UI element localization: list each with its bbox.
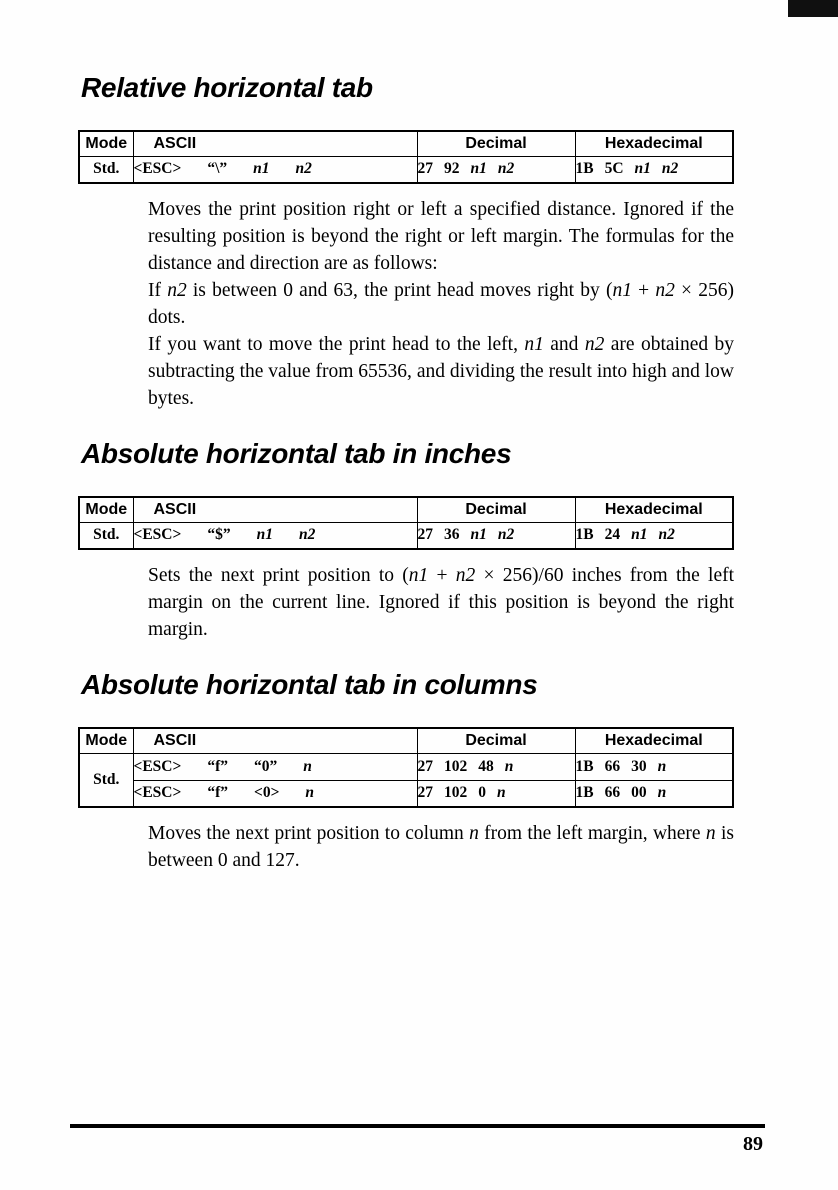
- corner-tab-mark: [788, 0, 838, 17]
- text-run: <ESC>: [133, 757, 182, 775]
- variable: n2: [584, 334, 605, 355]
- table-header-row: [79, 131, 733, 156]
- section-relative-horizontal-tab: [78, 72, 734, 412]
- section-body: [148, 562, 734, 643]
- variable: n1: [524, 334, 544, 355]
- body-paragraph: [148, 277, 734, 331]
- header-decimal: Decimal: [417, 131, 575, 156]
- variable: n1: [634, 160, 651, 178]
- text-run: are obtained by subtracting the value from 65536, and dividing the result into high and low bytes.: [148, 334, 734, 409]
- page-footer: [70, 1124, 765, 1156]
- header-mode: Mode: [79, 131, 133, 156]
- text-run: “$”: [207, 526, 231, 544]
- ascii-cell: [133, 780, 417, 807]
- text-run: Moves the next print position to column: [148, 823, 470, 844]
- body-paragraph: [148, 196, 734, 277]
- text-run: “0”: [254, 757, 278, 775]
- section-title: Absolute horizontal tab in columns: [81, 669, 538, 700]
- table-header-row: [79, 728, 733, 753]
- variable: n1: [631, 526, 648, 544]
- text-run: 92: [444, 160, 460, 178]
- section-title: Relative horizontal tab: [81, 72, 373, 103]
- variable: n: [657, 784, 667, 802]
- variable: n2: [497, 526, 515, 544]
- text-run: is between 0 and 127.: [148, 823, 734, 871]
- variable: n: [705, 823, 716, 844]
- variable: n2: [455, 565, 476, 586]
- text-run: +: [428, 565, 456, 586]
- table-header-row: [79, 497, 733, 522]
- variable: n2: [661, 160, 679, 178]
- variable: n2: [295, 160, 312, 178]
- table-row: [79, 753, 733, 780]
- decimal-cell: [417, 522, 575, 549]
- variable: n2: [497, 160, 515, 178]
- text-run: <ESC>: [133, 784, 182, 802]
- text-run: from the left margin, where: [478, 823, 706, 844]
- body-paragraph: [148, 820, 734, 874]
- mode-cell: Std.: [79, 753, 133, 807]
- variable: n1: [612, 280, 632, 301]
- text-run: +: [631, 280, 656, 301]
- text-run: 102: [444, 784, 468, 802]
- section-absolute-horizontal-tab-inches: [78, 438, 734, 643]
- variable: n: [469, 823, 479, 844]
- variable: n1: [408, 565, 429, 586]
- header-hexadecimal: Hexadecimal: [575, 728, 733, 753]
- header-mode: Mode: [79, 497, 133, 522]
- text-run: and: [543, 334, 585, 355]
- text-run: 1B: [575, 784, 594, 802]
- variable: n2: [655, 280, 675, 301]
- variable: n: [657, 757, 667, 775]
- text-run: If you want to move the print head to the left,: [148, 334, 525, 355]
- hex-cell: [575, 156, 733, 183]
- header-decimal: Decimal: [417, 728, 575, 753]
- text-run: 00: [631, 784, 647, 802]
- text-run: 66: [604, 757, 621, 775]
- section-title: Absolute horizontal tab in inches: [81, 438, 512, 469]
- text-run: × 256)/60 inches from the left margin on the current line. Ignored if this position is beyond the right margin.: [148, 565, 735, 640]
- decimal-cell: [417, 156, 575, 183]
- variable: n1: [470, 160, 487, 178]
- variable: n2: [167, 280, 187, 301]
- command-table: [78, 727, 734, 808]
- text-run: “\”: [207, 160, 228, 178]
- footer-rule: [70, 1124, 765, 1128]
- text-run: 30: [631, 757, 647, 775]
- page-number: 89: [743, 1133, 763, 1155]
- header-ascii: ASCII: [133, 131, 417, 156]
- variable: n: [504, 757, 514, 775]
- text-run: 1B: [575, 160, 594, 178]
- variable: n2: [298, 526, 316, 544]
- hex-cell: [575, 753, 733, 780]
- text-run: 66: [604, 784, 621, 802]
- text-run: × 256) dots.: [148, 280, 734, 328]
- variable: n1: [470, 526, 487, 544]
- variable: n: [305, 784, 315, 802]
- hex-cell: [575, 780, 733, 807]
- text-run: Sets the next print position to (: [148, 565, 409, 586]
- header-mode: Mode: [79, 728, 133, 753]
- ascii-cell: [133, 156, 417, 183]
- variable: n2: [658, 526, 675, 544]
- mode-cell: Std.: [79, 156, 133, 183]
- table-row: [79, 156, 733, 183]
- header-hexadecimal: Hexadecimal: [575, 497, 733, 522]
- mode-cell: Std.: [79, 522, 133, 549]
- header-hexadecimal: Hexadecimal: [575, 131, 733, 156]
- variable: n1: [256, 526, 273, 544]
- text-run: 1B: [575, 757, 594, 775]
- text-run: “f”: [207, 784, 228, 802]
- decimal-cell: [417, 780, 575, 807]
- text-run: 5C: [604, 160, 624, 178]
- ascii-cell: [133, 753, 417, 780]
- text-run: <0>: [254, 784, 280, 802]
- hex-cell: [575, 522, 733, 549]
- text-run: If: [148, 280, 168, 301]
- text-run: <ESC>: [133, 526, 182, 544]
- section-body: [148, 196, 734, 412]
- header-decimal: Decimal: [417, 497, 575, 522]
- text-run: Moves the print position right or left a specified distance. Ignored if the resulting position is beyond the right or left margin. The formulas for the distance and direction are as follows:: [148, 199, 734, 274]
- text-run: 27: [417, 757, 433, 775]
- text-run: <ESC>: [133, 160, 182, 178]
- text-run: 36: [444, 526, 460, 544]
- text-run: 27: [417, 160, 433, 178]
- table-row: [79, 780, 733, 807]
- variable: n1: [253, 160, 270, 178]
- ascii-cell: [133, 522, 417, 549]
- text-run: 27: [417, 526, 433, 544]
- section-body: [148, 820, 734, 874]
- section-absolute-horizontal-tab-columns: [78, 669, 734, 874]
- command-table: [78, 130, 734, 184]
- text-run: 0: [478, 784, 486, 802]
- text-run: 27: [417, 784, 433, 802]
- text-run: is between 0 and 63, the print head moves right by (: [186, 280, 613, 301]
- text-run: 102: [444, 757, 468, 775]
- text-run: 24: [604, 526, 621, 544]
- variable: n: [303, 757, 312, 775]
- text-run: “f”: [207, 757, 228, 775]
- body-paragraph: [148, 562, 734, 643]
- command-table: [78, 496, 734, 550]
- header-ascii: ASCII: [133, 497, 417, 522]
- table-row: [79, 522, 733, 549]
- body-paragraph: [148, 331, 734, 412]
- variable: n: [497, 784, 506, 802]
- header-ascii: ASCII: [133, 728, 417, 753]
- text-run: 1B: [575, 526, 594, 544]
- decimal-cell: [417, 753, 575, 780]
- text-run: 48: [478, 757, 494, 775]
